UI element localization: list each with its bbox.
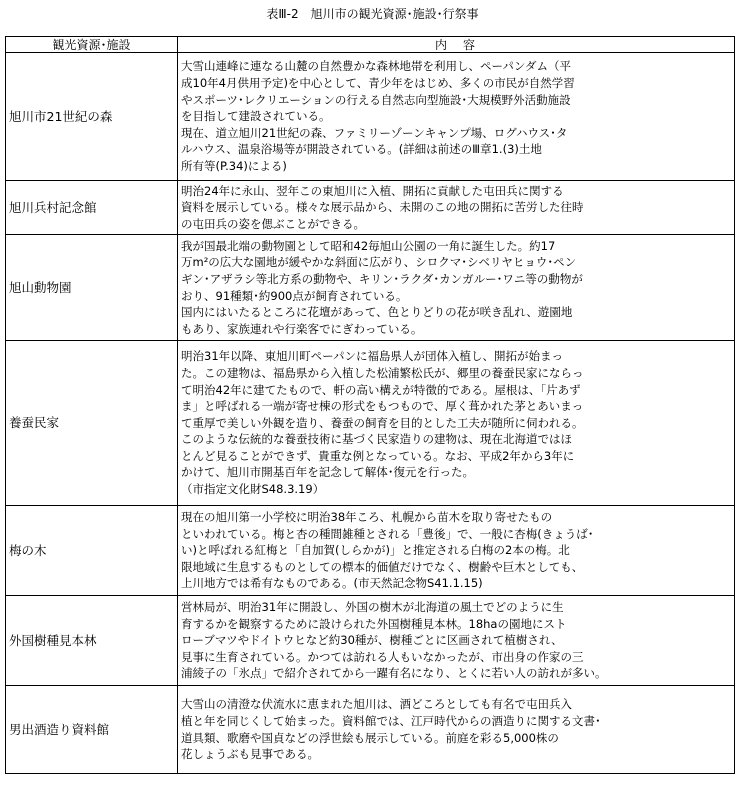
facility-description <box>178 235 735 341</box>
facility-name: 外国樹種見本林 <box>6 596 178 686</box>
description-line: 浦綾子の「氷点」で紹介されてから一躍有名になり、とくに若い人の訪れが多い。 <box>181 666 607 681</box>
page-title: 表Ⅲ-2 旭川市の観光資源･施設･行祭事 <box>266 7 479 21</box>
description-line: 国内にはいたるところに花壇があって、色とりどりの花が咲き乱れ、遊園地 <box>181 305 573 320</box>
description-line: 我が国最北端の動物園として昭和42毎旭山公園の一角に誕生した。約17 <box>181 238 556 253</box>
description-line: ま」と呼ばれる一端が寄せ棟の形式をもつもので、厚く葺かれた茅とあいまっ <box>181 399 584 414</box>
table-row <box>6 341 735 506</box>
description-line: おり、91種類･約900点が飼育されている。 <box>181 288 408 303</box>
facility-description <box>178 341 735 506</box>
table-row <box>6 235 735 341</box>
description-line: 道具類、歌磨や国貞などの浮世絵も展示している。前庭を彩る5,000株の <box>181 730 559 745</box>
description-line: 成10年4月供用予定)を中心として、青少年をはじめ、多くの市民が自然学習 <box>181 76 575 91</box>
description-line: 上川地方では希有なものである。(市天然記念物S41.1.15) <box>181 576 483 591</box>
description-line: もあり、家族連れや行楽客でにぎわっている。 <box>181 321 423 336</box>
facility-name: 旭川兵村記念館 <box>6 181 178 235</box>
description-line: 所有等(P.34)による) <box>181 158 287 173</box>
description-line: 現在、道立旭川21世紀の森、ファミリーゾーンキャンプ場、ログハウス･タ <box>181 125 568 140</box>
description-line: といわれている。梅と杏の種間雑種とされる「豊後」で、一般に杏梅(きょうば･ <box>181 526 594 541</box>
table-row <box>6 686 735 774</box>
column-header-content: 内 容 <box>178 37 735 53</box>
table-row <box>6 181 735 235</box>
description-line: とんど見ることができず、貴重な例となっている。なお、平成2年から3年に <box>181 448 575 463</box>
description-line: 花しょうぶも見事である。 <box>181 747 319 762</box>
description-line: 万m²の広大な園地が緩やかな斜面に広がり、シロクマ･シベリヤヒョウ･ペン <box>181 255 577 270</box>
description-line: ルハウス、温泉浴場等が開設されている。(詳細は前述のⅢ章1.(3)土地 <box>181 142 542 157</box>
description-line: 明治24年に永山、翌年この東旭川に入植、開拓に貢献した屯田兵に関する <box>181 183 564 198</box>
description-line: 現在の旭川第一小学校に明治38年ころ、札幌から苗木を取り寄せたもの <box>181 510 553 525</box>
description-line: 育するかを観察するために設けられた外国樹種見本林。18haの園地にスト <box>181 616 567 631</box>
description-line: 見事に生育されている。かつては訪れる人もいなかったが、市出身の作家の三 <box>181 649 584 664</box>
facility-description <box>178 181 735 235</box>
description-line: このような伝統的な養蚕技術に基づく民家造りの建物は、現在北海道ではほ <box>181 432 572 447</box>
facility-description <box>178 686 735 774</box>
description-line: 明治31年以降、東旭川町ペーパンに福島県人が団体入植し、開拓が始まっ <box>181 349 564 364</box>
description-line: の屯田兵の姿を偲ぶことができる。 <box>181 216 365 231</box>
facility-name: 養蚕民家 <box>6 341 178 506</box>
facility-name: 旭山動物園 <box>6 235 178 341</box>
facility-name: 旭川市21世紀の森 <box>6 53 178 181</box>
facility-description <box>178 596 735 686</box>
table-row <box>6 53 735 181</box>
facility-name: 梅の木 <box>6 506 178 596</box>
description-line: ローブマツやドイトウヒなど約30種が、樹種ごとに区画されて植樹され、 <box>181 633 563 648</box>
description-line: ギン･アザラシ等北方系の動物や、キリン･ラクダ･カンガルー･ワニ等の動物が <box>181 271 583 286</box>
column-header-facility: 観光資源･施設 <box>6 37 178 53</box>
table-header-row <box>6 37 735 53</box>
description-line: 植と年を同じくして始まった。資料館では、江戸時代からの酒造りに関する文書･ <box>181 713 601 728</box>
description-line: い)と呼ばれる紅梅と「自加賀(しらかが)」と推定される白梅の2本の梅。北 <box>181 543 570 558</box>
facility-name: 男出酒造り資料館 <box>6 686 178 774</box>
description-line: た。この建物は、福島県から入植した松浦繁松氏が、郷里の養蚕民家にならっ <box>181 365 584 380</box>
description-line: て明治42年に建てたもので、軒の高い構えが特徴的である。屋根は、「片あず <box>181 382 581 397</box>
facility-description <box>178 53 735 181</box>
description-line: 資料を展示している。様々な展示品から、未開のこの地の開拓に苦労した往時 <box>181 200 584 215</box>
description-line: 限地域に生息するものとしての標本的価値だけでなく、樹齢や巨木としても、 <box>181 559 584 574</box>
description-line: 営林局が、明治31年に開設し、外国の樹木が北海道の風土でどのように生 <box>181 600 564 615</box>
description-line: て重厚で美しい外観を造り、養蚕の飼育を目的とした工夫が随所に伺われる。 <box>181 415 584 430</box>
description-line: （市指定文化財S48.3.19） <box>181 482 325 497</box>
description-line: 大雪山連峰に連なる山麓の自然豊かな森林地帯を利用し、ペーパンダム（平 <box>181 59 571 74</box>
description-line: かけて、旭川市開基百年を記念して解体･復元を行った。 <box>181 465 475 480</box>
resources-table <box>5 36 735 774</box>
description-line: を目指して建設されている。 <box>181 109 331 124</box>
facility-description <box>178 506 735 596</box>
description-line: やスポーツ･レクリエーションの行える自然志向型施設･大規模野外活動施設 <box>181 92 571 107</box>
table-row <box>6 596 735 686</box>
table-row <box>6 506 735 596</box>
description-line: 大雪山の清澄な伏流水に恵まれた旭川は、酒どころとしても有名で屯田兵入 <box>181 697 572 712</box>
